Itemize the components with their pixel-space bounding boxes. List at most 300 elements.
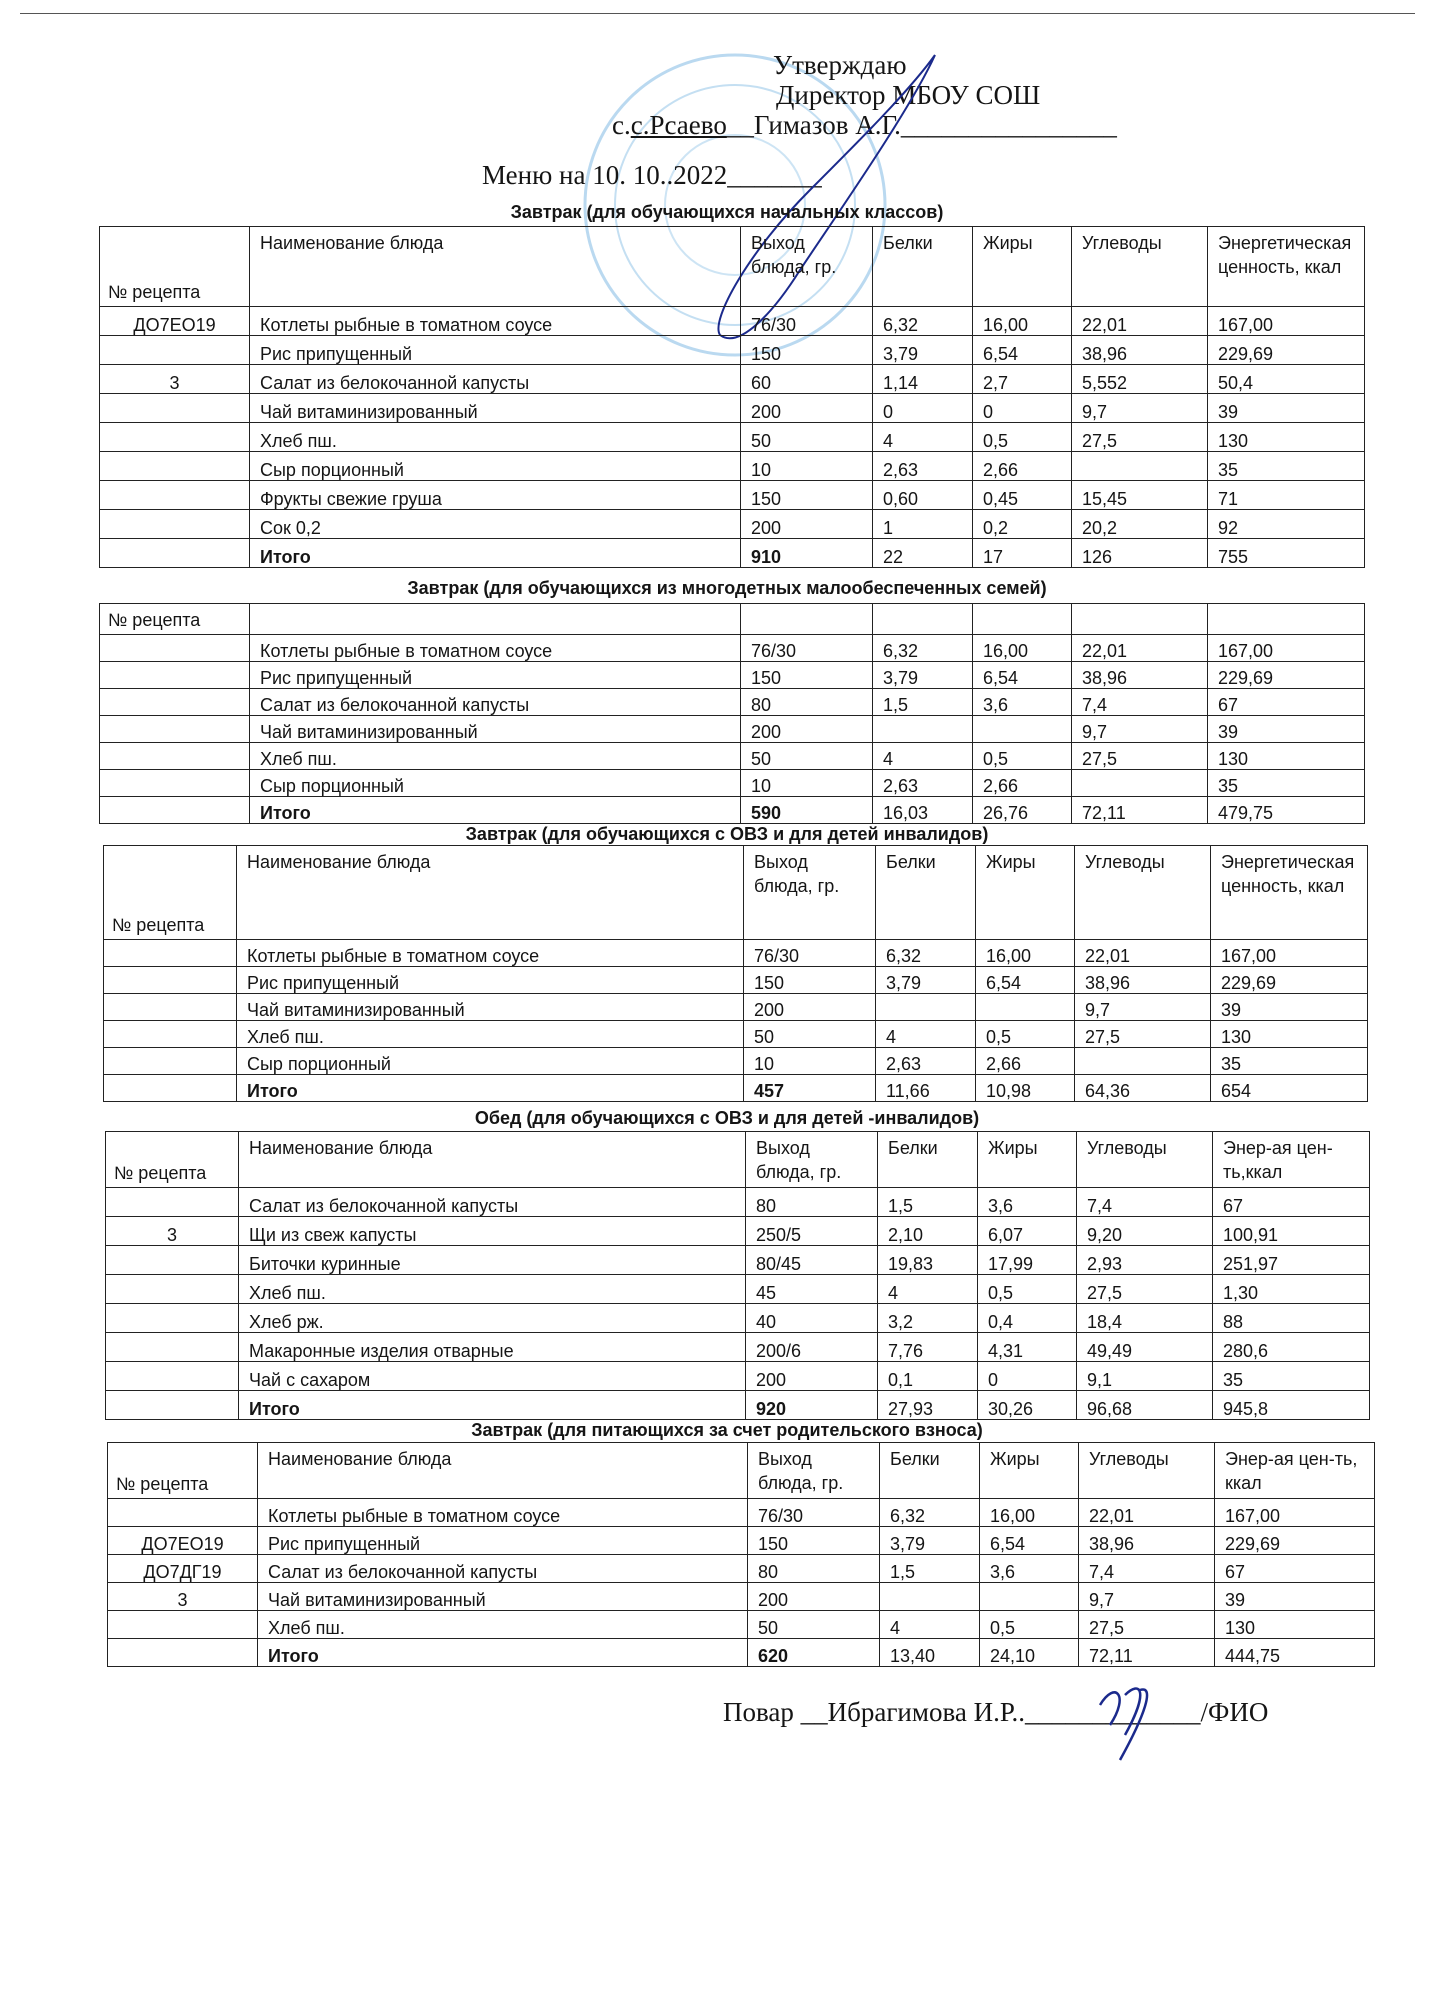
column-header: Жиры [976, 846, 1075, 940]
carbs: 49,49 [1077, 1333, 1213, 1362]
protein: 2,63 [873, 452, 973, 481]
energy-kcal: 130 [1211, 1021, 1368, 1048]
carbs [1072, 452, 1208, 481]
carbs: 2,93 [1077, 1246, 1213, 1275]
recipe-number [106, 1275, 239, 1304]
dish-name: Итого [237, 1075, 744, 1102]
energy-kcal: 654 [1211, 1075, 1368, 1102]
fat [976, 994, 1075, 1021]
menu-table [105, 1131, 1370, 1420]
fat: 16,00 [980, 1499, 1079, 1527]
portion-weight: 10 [741, 770, 873, 797]
energy-kcal: 71 [1208, 481, 1365, 510]
energy-kcal: 167,00 [1208, 307, 1365, 336]
portion-weight: 150 [741, 662, 873, 689]
energy-kcal: 280,6 [1213, 1333, 1370, 1362]
fat: 2,7 [973, 365, 1072, 394]
portion-weight: 200/6 [746, 1333, 878, 1362]
carbs: 22,01 [1075, 940, 1211, 967]
carbs: 9,7 [1079, 1583, 1215, 1611]
portion-weight: 10 [741, 452, 873, 481]
recipe-number [100, 510, 250, 539]
recipe-number [104, 967, 237, 994]
table-row [106, 1304, 1370, 1333]
carbs: 7,4 [1072, 689, 1208, 716]
portion-weight: 50 [741, 423, 873, 452]
recipe-number: 3 [108, 1583, 258, 1611]
menu-table [103, 845, 1368, 1102]
table-row [104, 967, 1368, 994]
portion-weight: 150 [741, 336, 873, 365]
dish-name: Котлеты рыбные в томатном соусе [258, 1499, 748, 1527]
fat: 2,66 [976, 1048, 1075, 1075]
dish-name: Макаронные изделия отварные [239, 1333, 746, 1362]
recipe-number: ДО7ЕО19 [108, 1527, 258, 1555]
column-header: Энергетическая ценность, ккал [1211, 846, 1368, 940]
recipe-number [100, 689, 250, 716]
energy-kcal: 130 [1208, 743, 1365, 770]
column-header: Энер-ая цен-ть,ккал [1213, 1132, 1370, 1188]
energy-kcal: 35 [1213, 1362, 1370, 1391]
energy-kcal: 444,75 [1215, 1639, 1375, 1667]
carbs: 27,5 [1079, 1611, 1215, 1639]
protein: 4 [880, 1611, 980, 1639]
column-header: Углеводы [1072, 227, 1208, 307]
fio-label: /ФИО [1200, 1697, 1269, 1727]
dish-name: Чай витаминизированный [250, 394, 741, 423]
column-header: Жиры [973, 227, 1072, 307]
portion-weight: 76/30 [744, 940, 876, 967]
portion-weight: 200 [746, 1362, 878, 1391]
protein: 16,03 [873, 797, 973, 824]
portion-weight: 76/30 [748, 1499, 880, 1527]
table-row [108, 1555, 1375, 1583]
energy-kcal: 39 [1208, 716, 1365, 743]
recipe-number [106, 1333, 239, 1362]
recipe-number: ДО7ЕО19 [100, 307, 250, 336]
recipe-number [100, 770, 250, 797]
dish-name: Хлеб пш. [250, 743, 741, 770]
carbs: 27,5 [1072, 743, 1208, 770]
table-row [100, 743, 1365, 770]
dish-name: Рис припущенный [258, 1527, 748, 1555]
protein: 1,5 [873, 689, 973, 716]
recipe-number [106, 1246, 239, 1275]
recipe-number [100, 394, 250, 423]
carbs: 22,01 [1072, 307, 1208, 336]
column-header: Белки [880, 1443, 980, 1499]
dish-name: Итого [239, 1391, 746, 1420]
energy-kcal: 67 [1208, 689, 1365, 716]
protein: 19,83 [878, 1246, 978, 1275]
energy-kcal: 1,30 [1213, 1275, 1370, 1304]
fat: 3,6 [973, 689, 1072, 716]
table-title: Завтрак (для питающихся за счет родительского взноса) [471, 1420, 983, 1440]
column-header: Жиры [978, 1132, 1077, 1188]
menu-table [99, 603, 1365, 824]
portion-weight: 200 [741, 510, 873, 539]
carbs: 18,4 [1077, 1304, 1213, 1333]
table-title: Завтрак (для обучающихся из многодетных малообеспеченных семей) [407, 578, 1047, 598]
portion-weight: 76/30 [741, 635, 873, 662]
protein: 6,32 [876, 940, 976, 967]
table-total-row [100, 539, 1365, 568]
table-row [100, 307, 1365, 336]
recipe-number [104, 994, 237, 1021]
portion-weight: 80 [746, 1188, 878, 1217]
director-title: Директор МБОУ СОШ [776, 80, 1041, 110]
energy-kcal: 229,69 [1208, 662, 1365, 689]
portion-weight: 200 [741, 716, 873, 743]
dish-name: Салат из белокочанной капусты [250, 365, 741, 394]
energy-kcal: 88 [1213, 1304, 1370, 1333]
recipe-number: 3 [106, 1217, 239, 1246]
column-header [250, 604, 741, 635]
column-header: Углеводы [1079, 1443, 1215, 1499]
recipe-number [104, 1075, 237, 1102]
fat: 2,66 [973, 770, 1072, 797]
energy-kcal: 92 [1208, 510, 1365, 539]
portion-weight: 590 [741, 797, 873, 824]
table-row [104, 1048, 1368, 1075]
energy-kcal: 229,69 [1215, 1527, 1375, 1555]
portion-weight: 150 [748, 1527, 880, 1555]
energy-kcal: 755 [1208, 539, 1365, 568]
column-header: Белки [873, 227, 973, 307]
dish-name: Итого [258, 1639, 748, 1667]
portion-weight: 76/30 [741, 307, 873, 336]
column-header: Энергетическая ценность, ккал [1208, 227, 1365, 307]
column-header: Выход блюда, гр. [746, 1132, 878, 1188]
table-row [104, 1021, 1368, 1048]
table-row [100, 770, 1365, 797]
portion-weight: 80 [748, 1555, 880, 1583]
column-header: № рецепта [108, 1443, 258, 1499]
fat: 3,6 [980, 1555, 1079, 1583]
dish-name: Чай с сахаром [239, 1362, 746, 1391]
protein: 0,1 [878, 1362, 978, 1391]
column-header [1072, 604, 1208, 635]
recipe-number [100, 481, 250, 510]
carbs: 9,7 [1075, 994, 1211, 1021]
portion-weight: 150 [741, 481, 873, 510]
table-total-row [104, 1075, 1368, 1102]
protein: 4 [876, 1021, 976, 1048]
fat: 30,26 [978, 1391, 1077, 1420]
fat: 17 [973, 539, 1072, 568]
column-header: № рецепта [100, 227, 250, 307]
table-header-row [108, 1443, 1375, 1499]
portion-weight: 250/5 [746, 1217, 878, 1246]
energy-kcal: 130 [1208, 423, 1365, 452]
carbs: 15,45 [1072, 481, 1208, 510]
column-header: Жиры [980, 1443, 1079, 1499]
recipe-number: 3 [100, 365, 250, 394]
dish-name: Сок 0,2 [250, 510, 741, 539]
portion-weight: 40 [746, 1304, 878, 1333]
table-row [100, 336, 1365, 365]
fat: 0 [978, 1362, 1077, 1391]
table-row [100, 394, 1365, 423]
table-row [100, 452, 1365, 481]
dish-name: Хлеб пш. [239, 1275, 746, 1304]
protein: 3,79 [876, 967, 976, 994]
portion-weight: 620 [748, 1639, 880, 1667]
energy-kcal: 167,00 [1208, 635, 1365, 662]
carbs: 126 [1072, 539, 1208, 568]
energy-kcal: 229,69 [1211, 967, 1368, 994]
protein [873, 716, 973, 743]
dish-name: Хлеб пш. [237, 1021, 744, 1048]
recipe-number [100, 662, 250, 689]
protein: 3,79 [873, 336, 973, 365]
dish-name: Хлеб пш. [258, 1611, 748, 1639]
energy-kcal: 100,91 [1213, 1217, 1370, 1246]
protein: 3,79 [880, 1527, 980, 1555]
carbs: 20,2 [1072, 510, 1208, 539]
dish-name: Рис припущенный [250, 662, 741, 689]
dish-name: Салат из белокочанной капусты [250, 689, 741, 716]
table-header-row [106, 1132, 1370, 1188]
carbs: 72,11 [1072, 797, 1208, 824]
menu-table [107, 1442, 1375, 1667]
column-header: № рецепта [104, 846, 237, 940]
recipe-number [106, 1391, 239, 1420]
director-name: Гимазов А.Г. [753, 110, 901, 140]
fat: 16,00 [973, 635, 1072, 662]
protein: 1 [873, 510, 973, 539]
table-header-row [100, 604, 1365, 635]
recipe-number [106, 1362, 239, 1391]
dish-name: Котлеты рыбные в томатном соусе [237, 940, 744, 967]
table-row [106, 1217, 1370, 1246]
table-row [100, 510, 1365, 539]
carbs: 38,96 [1079, 1527, 1215, 1555]
protein: 1,14 [873, 365, 973, 394]
table-row [108, 1583, 1375, 1611]
table-row [106, 1333, 1370, 1362]
recipe-number [106, 1304, 239, 1333]
column-header: Наименование блюда [258, 1443, 748, 1499]
column-header [973, 604, 1072, 635]
portion-weight: 200 [741, 394, 873, 423]
portion-weight: 50 [744, 1021, 876, 1048]
recipe-number [108, 1499, 258, 1527]
protein: 4 [878, 1275, 978, 1304]
energy-kcal: 945,8 [1213, 1391, 1370, 1420]
carbs: 9,20 [1077, 1217, 1213, 1246]
carbs: 27,5 [1077, 1275, 1213, 1304]
dish-name: Фрукты свежие груша [250, 481, 741, 510]
protein: 4 [873, 743, 973, 770]
dish-name: Щи из свеж капусты [239, 1217, 746, 1246]
protein: 2,10 [878, 1217, 978, 1246]
fat: 0 [973, 394, 1072, 423]
protein: 0 [873, 394, 973, 423]
recipe-number [100, 743, 250, 770]
recipe-number [106, 1188, 239, 1217]
dish-name: Салат из белокочанной капусты [239, 1188, 746, 1217]
dish-name: Хлеб рж. [239, 1304, 746, 1333]
portion-weight: 60 [741, 365, 873, 394]
village-name: с.Рсаево [630, 110, 727, 140]
table-title: Обед (для обучающихся с ОВЗ и для детей -инвалидов) [474, 1108, 980, 1128]
recipe-number [100, 452, 250, 481]
portion-weight: 920 [746, 1391, 878, 1420]
dish-name: Хлеб пш. [250, 423, 741, 452]
energy-kcal: 251,97 [1213, 1246, 1370, 1275]
fat [973, 716, 1072, 743]
table-row [104, 940, 1368, 967]
recipe-number [108, 1639, 258, 1667]
protein: 0,60 [873, 481, 973, 510]
table-row [100, 689, 1365, 716]
column-header: № рецепта [106, 1132, 239, 1188]
fat: 6,54 [976, 967, 1075, 994]
recipe-number [104, 1021, 237, 1048]
fat: 0,5 [978, 1275, 1077, 1304]
energy-kcal: 35 [1208, 770, 1365, 797]
table-total-row [100, 797, 1365, 824]
table-title: Завтрак (для обучающихся с ОВЗ и для детей инвалидов) [465, 824, 989, 844]
carbs: 38,96 [1072, 336, 1208, 365]
energy-kcal: 479,75 [1208, 797, 1365, 824]
column-header: Углеводы [1075, 846, 1211, 940]
table-row [108, 1499, 1375, 1527]
energy-kcal: 39 [1211, 994, 1368, 1021]
column-header: Выход блюда, гр. [741, 227, 873, 307]
column-header: Наименование блюда [237, 846, 744, 940]
fat: 6,54 [973, 662, 1072, 689]
protein: 22 [873, 539, 973, 568]
dish-name: Котлеты рыбные в томатном соусе [250, 307, 741, 336]
table-row [106, 1246, 1370, 1275]
dish-name: Сыр порционный [237, 1048, 744, 1075]
portion-weight: 10 [744, 1048, 876, 1075]
portion-weight: 200 [748, 1583, 880, 1611]
energy-kcal: 67 [1215, 1555, 1375, 1583]
fat: 26,76 [973, 797, 1072, 824]
fat: 6,07 [978, 1217, 1077, 1246]
recipe-number [100, 716, 250, 743]
protein: 13,40 [880, 1639, 980, 1667]
menu-date: Меню на 10. 10..2022_______ [482, 160, 822, 190]
recipe-number [100, 635, 250, 662]
fat: 17,99 [978, 1246, 1077, 1275]
protein: 6,32 [880, 1499, 980, 1527]
approve-label: Утверждаю [773, 50, 907, 80]
table-row [100, 423, 1365, 452]
carbs: 64,36 [1075, 1075, 1211, 1102]
dish-name: Чай витаминизированный [258, 1583, 748, 1611]
fat: 4,31 [978, 1333, 1077, 1362]
fat: 16,00 [973, 307, 1072, 336]
portion-weight: 45 [746, 1275, 878, 1304]
recipe-number [100, 336, 250, 365]
carbs: 9,1 [1077, 1362, 1213, 1391]
energy-kcal: 167,00 [1215, 1499, 1375, 1527]
fat: 0,4 [978, 1304, 1077, 1333]
fat: 0,5 [980, 1611, 1079, 1639]
energy-kcal: 67 [1213, 1188, 1370, 1217]
director-line: с.с.Рсаево__Гимазов А.Г.________________ [612, 110, 1117, 140]
energy-kcal: 39 [1208, 394, 1365, 423]
column-header: Выход блюда, гр. [748, 1443, 880, 1499]
table-row [106, 1188, 1370, 1217]
carbs [1072, 770, 1208, 797]
column-header [1208, 604, 1365, 635]
carbs: 38,96 [1072, 662, 1208, 689]
table-total-row [106, 1391, 1370, 1420]
scan-top-edge [20, 13, 1415, 14]
table-title: Завтрак (для обучающихся начальных классов) [510, 202, 944, 222]
fat: 16,00 [976, 940, 1075, 967]
table-row [104, 994, 1368, 1021]
table-row [100, 716, 1365, 743]
fat [980, 1583, 1079, 1611]
dish-name: Итого [250, 539, 741, 568]
menu-table [99, 226, 1365, 568]
fat: 0,45 [973, 481, 1072, 510]
table-header-row [104, 846, 1368, 940]
portion-weight: 910 [741, 539, 873, 568]
protein: 2,63 [876, 1048, 976, 1075]
table-row [100, 481, 1365, 510]
fat: 0,5 [976, 1021, 1075, 1048]
carbs [1075, 1048, 1211, 1075]
column-header: № рецепта [100, 604, 250, 635]
carbs: 27,5 [1072, 423, 1208, 452]
protein: 1,5 [880, 1555, 980, 1583]
table-row [100, 635, 1365, 662]
column-header: Наименование блюда [239, 1132, 746, 1188]
carbs: 7,4 [1079, 1555, 1215, 1583]
fat: 2,66 [973, 452, 1072, 481]
fat: 6,54 [973, 336, 1072, 365]
dish-name: Рис припущенный [250, 336, 741, 365]
carbs: 96,68 [1077, 1391, 1213, 1420]
dish-name: Рис припущенный [237, 967, 744, 994]
fat: 0,2 [973, 510, 1072, 539]
portion-weight: 200 [744, 994, 876, 1021]
fat: 0,5 [973, 743, 1072, 770]
column-header: Выход блюда, гр. [744, 846, 876, 940]
column-header: Наименование блюда [250, 227, 741, 307]
portion-weight: 80/45 [746, 1246, 878, 1275]
energy-kcal: 50,4 [1208, 365, 1365, 394]
recipe-number [108, 1611, 258, 1639]
table-row [100, 662, 1365, 689]
dish-name: Салат из белокочанной капусты [258, 1555, 748, 1583]
protein: 27,93 [878, 1391, 978, 1420]
recipe-number [100, 539, 250, 568]
column-header: Белки [876, 846, 976, 940]
protein [876, 994, 976, 1021]
carbs: 9,7 [1072, 394, 1208, 423]
menu-date-text: Меню на 10. 10..2022 [482, 160, 728, 190]
column-header: Энер-ая цен-ть, ккал [1215, 1443, 1375, 1499]
fat: 24,10 [980, 1639, 1079, 1667]
portion-weight: 150 [744, 967, 876, 994]
dish-name: Сыр порционный [250, 770, 741, 797]
protein: 4 [873, 423, 973, 452]
table-row [106, 1275, 1370, 1304]
carbs: 7,4 [1077, 1188, 1213, 1217]
protein: 6,32 [873, 307, 973, 336]
protein: 3,79 [873, 662, 973, 689]
protein: 6,32 [873, 635, 973, 662]
dish-name: Сыр порционный [250, 452, 741, 481]
